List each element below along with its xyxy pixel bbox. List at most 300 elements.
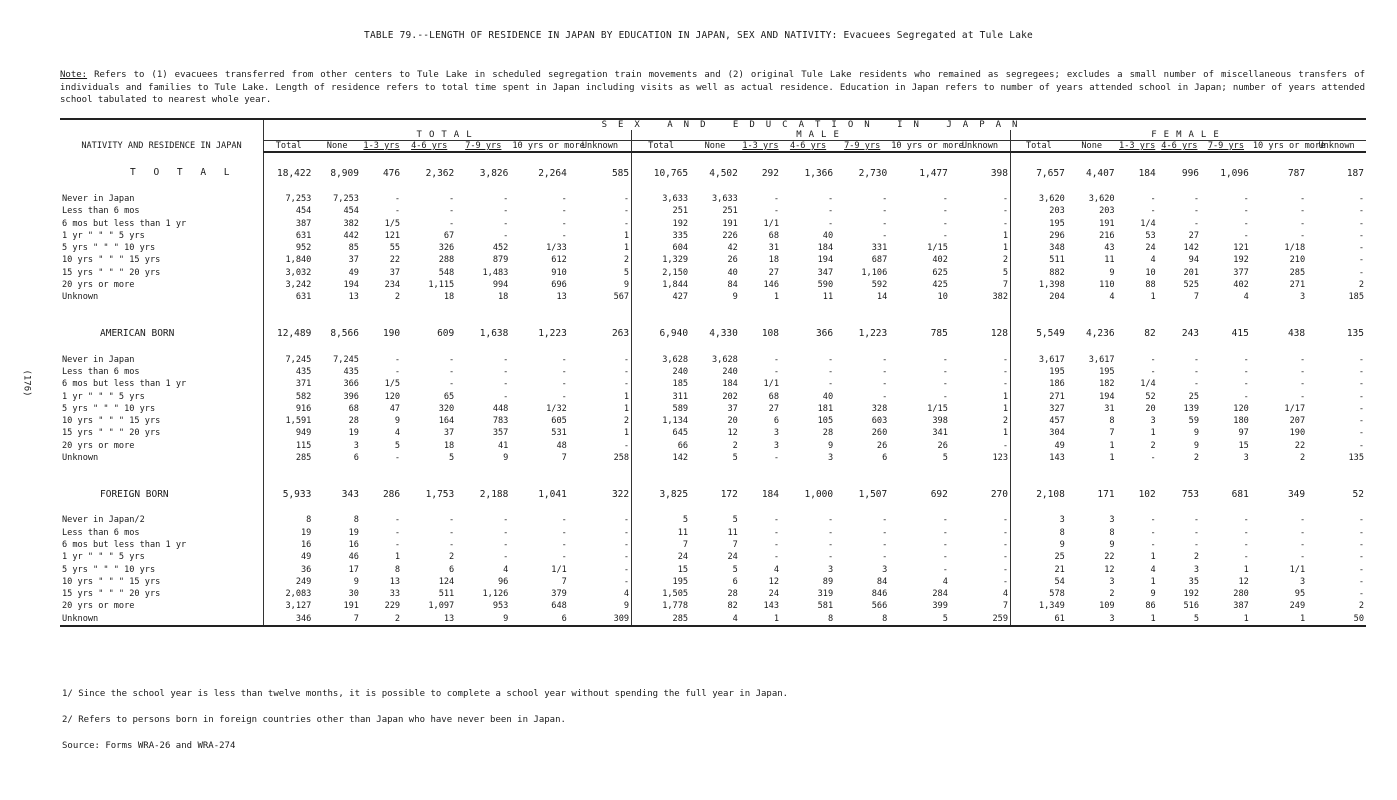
table-cell: 5: [394, 440, 401, 451]
table-cell: 1,638: [479, 328, 509, 340]
table-cell: 234: [384, 280, 401, 291]
col-header: Unknown: [569, 141, 632, 153]
table-cell: 9: [353, 576, 359, 587]
table-cell: 347: [817, 267, 834, 278]
table-cell: -: [827, 354, 834, 365]
table-cell: 8: [835, 613, 889, 626]
table-row: [60, 366, 1366, 378]
table-cell: 357: [492, 428, 509, 439]
table-cell: 86: [1145, 601, 1156, 612]
note-text: Refers to (1) evacuees transferred from other centers to Tule Lake in scheduled segregation train movements and (2) original Tule Lake residents who remained as segregees; excludes a small number of miscellaneous transfers of individuals and families to Tule Lake. Length of residence refers to total time spent in Japan including visits as well as actual residence. Education in Japan refers to number of years attended school in Japan; number of years attended school tabulated to nearest whole year.: [60, 70, 1366, 105]
table-cell: -: [503, 539, 509, 550]
table-cell: 454: [343, 206, 359, 217]
table-cell: 25: [1011, 551, 1067, 563]
table-cell: 994: [492, 280, 509, 291]
spacer-cell: [456, 464, 510, 474]
row-label: 20 yrs or more: [62, 280, 135, 291]
table-cell: -: [1243, 366, 1249, 377]
table-cell: 1,505: [632, 588, 690, 600]
table-row: [60, 218, 1366, 230]
table-cell: -: [394, 206, 401, 217]
table-cell: -: [773, 354, 779, 365]
table-cell: 68: [768, 391, 779, 402]
table-cell: 146: [763, 280, 779, 291]
table-cell: 22: [1104, 552, 1115, 563]
table-cell: 531: [551, 428, 567, 439]
table-cell: 66: [632, 440, 690, 452]
table-cell: 8,566: [330, 328, 359, 340]
table-cell: 115: [264, 440, 314, 452]
table-cell: -: [882, 391, 888, 402]
table-cell: 382: [343, 218, 359, 229]
table-cell: -: [1193, 379, 1200, 390]
table-cell: 452: [492, 243, 509, 254]
table-cell: 3: [773, 428, 779, 439]
table-cell: -: [1358, 515, 1364, 526]
table-cell: 1: [1150, 576, 1156, 587]
table-cell: 4: [1243, 292, 1249, 303]
table-cell: 1,106: [861, 267, 888, 278]
table-cell: 260: [871, 428, 888, 439]
table-row: [60, 230, 1366, 242]
spacer-cell: [1011, 304, 1067, 314]
table-cell: -: [827, 552, 834, 563]
table-cell: 259: [950, 613, 1011, 626]
section-total-row: [60, 474, 1366, 514]
table-cell: 402: [932, 255, 948, 266]
col-header: 10 yrs or more: [512, 141, 585, 151]
table-cell: 592: [871, 280, 888, 291]
table-cell: -: [561, 366, 567, 377]
spacer-cell: [632, 304, 690, 314]
table-cell: 1: [1117, 613, 1158, 626]
table-cell: -: [1299, 552, 1306, 563]
table-cell: 8: [781, 613, 835, 626]
table-cell: 7: [632, 539, 690, 551]
table-cell: 164: [438, 416, 455, 427]
table-cell: 311: [632, 391, 690, 403]
table-cell: 3: [827, 453, 834, 464]
table-cell: 631: [264, 291, 314, 303]
table-cell: 3: [882, 564, 888, 575]
table-cell: -: [1243, 218, 1249, 229]
table-cell: 263: [611, 328, 630, 340]
table-cell: -: [942, 379, 948, 390]
table-cell: 1/4: [1140, 379, 1156, 390]
table-cell: 190: [382, 328, 401, 340]
stub-header: NATIVITY AND RESIDENCE IN JAPAN: [81, 141, 242, 151]
table-cell: 7: [1109, 428, 1115, 439]
table-cell: 82: [727, 601, 738, 612]
table-cell: 95: [1294, 589, 1306, 600]
table-cell: 67: [443, 230, 455, 241]
group-header-male: MALE: [632, 130, 1011, 141]
table-cell: 296: [1011, 230, 1067, 242]
table-cell: -: [1243, 194, 1249, 204]
table-cell: -: [1358, 354, 1364, 365]
table-cell: 27: [768, 267, 779, 278]
table-cell: 28: [822, 428, 834, 439]
table-cell: -: [1193, 515, 1200, 526]
table-cell: -: [1002, 552, 1008, 563]
table-cell: 3,617: [1088, 354, 1115, 365]
table-cell: -: [623, 552, 630, 563]
table-cell: -: [561, 552, 567, 563]
table-cell: -: [449, 354, 455, 365]
table-cell: 271: [1011, 391, 1067, 403]
table-cell: 285: [264, 452, 314, 464]
table-cell: -: [1002, 366, 1008, 377]
table-cell: 631: [264, 230, 314, 242]
table-cell: 4: [942, 576, 948, 587]
table-cell: -: [561, 230, 567, 241]
table-cell: -: [1299, 379, 1306, 390]
table-cell: -: [1150, 354, 1156, 365]
table-cell: -: [394, 527, 401, 538]
table-cell: -: [1358, 194, 1364, 204]
table-cell: 47: [389, 403, 401, 414]
table-cell: -: [1150, 194, 1156, 204]
table-cell: -: [394, 539, 401, 550]
table-cell: -: [1358, 527, 1364, 538]
table-cell: 476: [382, 167, 401, 179]
table-cell: -: [1243, 206, 1249, 217]
table-cell: -: [503, 552, 509, 563]
table-cell: 184: [722, 379, 738, 390]
table-cell: 15: [1238, 440, 1249, 451]
table-cell: -: [942, 515, 948, 526]
spacer-cell: [60, 304, 264, 314]
table-cell: 84: [876, 576, 888, 587]
table-cell: -: [503, 379, 509, 390]
table-cell: 5: [1002, 267, 1008, 278]
table-cell: 335: [632, 230, 690, 242]
table-cell: 1,097: [428, 601, 455, 612]
table-cell: 12: [1238, 576, 1249, 587]
table-cell: 5: [632, 514, 690, 526]
table-cell: 1,844: [632, 279, 690, 291]
spanning-header: SEX AND EDUCATION IN JAPAN: [264, 119, 1366, 130]
table-cell: 1/15: [927, 243, 948, 254]
table-cell: 240: [632, 366, 690, 378]
table-cell: 3: [1299, 576, 1306, 587]
table-cell: -: [1358, 243, 1364, 254]
table-cell: -: [623, 194, 630, 204]
table-cell: -: [1299, 391, 1306, 402]
table-cell: 59: [1188, 416, 1200, 427]
table-cell: 4,236: [1085, 328, 1115, 340]
table-cell: 184: [1138, 167, 1156, 179]
table-cell: -: [882, 194, 888, 204]
table-cell: 3: [1243, 453, 1249, 464]
table-cell: 194: [817, 255, 834, 266]
spacer-cell: [1011, 464, 1067, 474]
table-cell: 5: [1158, 613, 1201, 626]
table-cell: -: [827, 194, 834, 204]
table-cell: -: [1243, 552, 1249, 563]
table-cell: -: [503, 230, 509, 241]
spacer-cell: [950, 304, 1011, 314]
row-label: 1 yr " " " 5 yrs: [62, 230, 145, 241]
col-header: Total: [632, 141, 690, 153]
source-note: Source: Forms WRA-26 and WRA-274: [62, 741, 236, 751]
table-cell: -: [942, 366, 948, 377]
table-cell: -: [1358, 218, 1364, 229]
table-cell: 1/1: [1289, 564, 1306, 575]
table-cell: 1: [1150, 552, 1156, 563]
table-cell: -: [882, 379, 888, 390]
table-cell: 7: [1193, 292, 1200, 303]
table-cell: -: [623, 354, 630, 365]
col-header: 1-3 yrs: [1117, 141, 1158, 153]
table-cell: 109: [1099, 601, 1115, 612]
table-cell: 910: [551, 267, 567, 278]
table-cell: -: [773, 539, 779, 550]
table-cell: 25: [1188, 391, 1200, 402]
table-cell: 603: [871, 416, 888, 427]
table-cell: 6: [773, 416, 779, 427]
table-row: [60, 354, 1366, 366]
table-cell: 121: [1233, 243, 1249, 254]
table-cell: 187: [1346, 167, 1364, 179]
table-cell: 18,422: [264, 152, 314, 193]
table-cell: -: [449, 515, 455, 526]
table-cell: 645: [632, 427, 690, 439]
table-cell: 1: [1002, 428, 1008, 439]
spacer-cell: [456, 304, 510, 314]
table-cell: 1: [623, 230, 630, 241]
table-cell: 320: [438, 403, 455, 414]
table-cell: -: [449, 527, 455, 538]
table-cell: 35: [1188, 576, 1200, 587]
table-cell: 249: [1289, 601, 1306, 612]
table-cell: 105: [817, 416, 834, 427]
table-cell: 448: [492, 403, 509, 414]
table-cell: 195: [1011, 218, 1067, 230]
table-cell: 7,253: [333, 194, 359, 204]
table-cell: 5: [449, 453, 455, 464]
table-cell: 24: [768, 589, 779, 600]
table-cell: 124: [438, 576, 455, 587]
table-cell: 9: [1193, 440, 1200, 451]
table-cell: 12: [727, 428, 738, 439]
table-cell: 427: [632, 291, 690, 303]
table-cell: 82: [1144, 328, 1156, 340]
table-cell: 4: [394, 428, 401, 439]
spacer-cell: [264, 464, 314, 474]
table-cell: -: [1358, 576, 1364, 587]
table-cell: 110: [1099, 280, 1115, 291]
table-cell: 9: [456, 613, 510, 626]
table-cell: -: [1150, 539, 1156, 550]
table-cell: 435: [264, 366, 314, 378]
table-cell: 226: [722, 230, 738, 241]
table-cell: 1/33: [546, 243, 567, 254]
table-cell: 1: [1150, 292, 1156, 303]
table-cell: 3,617: [1011, 354, 1067, 366]
table-cell: -: [449, 539, 455, 550]
table-cell: 61: [1011, 613, 1067, 626]
table-cell: 1,041: [538, 488, 567, 500]
table-cell: 753: [1181, 488, 1200, 500]
table-cell: 192: [632, 218, 690, 230]
table-cell: 1/15: [927, 403, 948, 414]
table-cell: -: [561, 218, 567, 229]
table-cell: -: [623, 515, 630, 526]
table-cell: 7: [561, 576, 567, 587]
spacer-cell: [402, 304, 456, 314]
table-cell: -: [942, 194, 948, 204]
spacer-cell: [1158, 464, 1201, 474]
spacer-cell: [781, 304, 835, 314]
row-label: 6 mos but less than 1 yr: [62, 539, 187, 550]
table-cell: 348: [1011, 242, 1067, 254]
table-cell: -: [942, 539, 948, 550]
table-cell: 366: [343, 379, 359, 390]
table-cell: 3: [353, 440, 359, 451]
table-cell: 285: [632, 613, 690, 626]
table-cell: -: [1358, 589, 1364, 600]
group-header-female: FEMALE: [1011, 130, 1367, 141]
table-cell: 952: [264, 242, 314, 254]
table-cell: 3,633: [632, 193, 690, 205]
table-cell: 192: [1233, 255, 1249, 266]
table-cell: 4: [1109, 292, 1115, 303]
table-cell: 1/32: [546, 403, 567, 414]
row-label: 1 yr " " " 5 yrs: [62, 552, 145, 563]
col-header: 10 yrs or more: [1252, 141, 1326, 151]
table-cell: 9: [623, 601, 630, 612]
table-cell: 24: [1145, 243, 1156, 254]
table-cell: -: [623, 366, 630, 377]
table-cell: 783: [492, 416, 509, 427]
table-row: [60, 551, 1366, 563]
table-cell: 3: [1011, 514, 1067, 526]
table-cell: -: [1358, 255, 1364, 266]
table-cell: 143: [1011, 452, 1067, 464]
table-cell: 54: [1011, 576, 1067, 588]
table-cell: -: [503, 391, 509, 402]
table-cell: -: [561, 379, 567, 390]
table-cell: -: [623, 564, 630, 575]
table-cell: 387: [1233, 601, 1249, 612]
table-cell: -: [773, 527, 779, 538]
table-cell: 585: [611, 167, 630, 179]
spacer-cell: [1117, 464, 1158, 474]
table-cell: 172: [720, 488, 738, 500]
table-cell: 399: [932, 601, 948, 612]
table-cell: 2,150: [632, 267, 690, 279]
table-cell: 9: [503, 453, 509, 464]
table-cell: 4: [623, 589, 630, 600]
table-cell: 18: [443, 292, 455, 303]
spacer-cell: [313, 464, 361, 474]
table-cell: 204: [1011, 291, 1067, 303]
table-cell: 22: [1294, 440, 1306, 451]
table-cell: 1,477: [919, 167, 948, 179]
table-cell: 17: [348, 564, 359, 575]
table-cell: 3: [1150, 416, 1156, 427]
table-cell: 953: [492, 601, 509, 612]
table-cell: 201: [1183, 267, 1200, 278]
table-cell: 1: [1109, 440, 1115, 451]
table-cell: 567: [613, 292, 630, 303]
table-cell: 185: [632, 378, 690, 390]
col-header: 7-9 yrs: [456, 141, 510, 153]
table-cell: 207: [1289, 416, 1306, 427]
row-label: Less than 6 mos: [62, 366, 140, 377]
table-cell: 16: [264, 539, 314, 551]
table-cell: 2: [1193, 453, 1200, 464]
table-cell: 511: [438, 589, 455, 600]
spacer-cell: [740, 464, 781, 474]
table-cell: 120: [1233, 403, 1249, 414]
table-cell: -: [1150, 515, 1156, 526]
table-cell: -: [1299, 206, 1306, 217]
table-cell: 89: [822, 576, 834, 587]
table-row: [60, 452, 1366, 464]
table-cell: 1: [1002, 230, 1008, 241]
table-cell: 19: [264, 527, 314, 539]
table-row: [60, 242, 1366, 254]
row-label: Unknown: [60, 613, 264, 626]
table-cell: 28: [727, 589, 738, 600]
col-header: Total: [1011, 141, 1067, 153]
spacer-cell: [510, 464, 568, 474]
table-cell: 52: [1352, 488, 1364, 500]
table-cell: -: [1243, 515, 1249, 526]
table-cell: 2: [1358, 601, 1364, 612]
table-cell: 8: [1109, 527, 1115, 538]
section-total-row: [60, 152, 1366, 193]
table-cell: 609: [437, 328, 455, 340]
table-row: [60, 193, 1366, 205]
table-cell: 88: [1145, 280, 1156, 291]
footnote-2: 2/ Refers to persons born in foreign countries other than Japan who have never been in Japan.: [62, 715, 566, 725]
table-cell: 191: [722, 218, 738, 229]
table-cell: 525: [1183, 280, 1200, 291]
table-cell: 402: [1233, 280, 1249, 291]
table-cell: 11: [1104, 255, 1115, 266]
table-cell: 5,549: [1011, 314, 1067, 354]
spacer-cell: [1251, 464, 1307, 474]
table-cell: 85: [348, 243, 359, 254]
table-cell: 84: [727, 280, 738, 291]
table-cell: 27: [1188, 230, 1200, 241]
table-cell: 135: [1346, 328, 1364, 340]
table-cell: 1,126: [482, 589, 509, 600]
table-cell: -: [1150, 366, 1156, 377]
table-cell: 322: [611, 488, 630, 500]
table-cell: -: [394, 366, 401, 377]
table-cell: 3: [1193, 564, 1200, 575]
col-header: Total: [264, 141, 314, 153]
table-cell: -: [1358, 366, 1364, 377]
table-cell: -: [503, 366, 509, 377]
col-header: 10 yrs or more: [891, 141, 964, 151]
table-cell: 2: [361, 613, 402, 626]
table-cell: 349: [1287, 488, 1306, 500]
table-cell: 2: [1358, 280, 1364, 291]
table-cell: 8: [394, 564, 401, 575]
row-label: 10 yrs " " " 15 yrs: [62, 576, 161, 587]
spacer-cell: [510, 304, 568, 314]
table-cell: 581: [817, 601, 834, 612]
row-label: FOREIGN BORN: [100, 488, 169, 500]
table-cell: 4: [1002, 589, 1008, 600]
table-cell: 1,753: [425, 488, 455, 500]
table-cell: 8: [353, 515, 359, 526]
